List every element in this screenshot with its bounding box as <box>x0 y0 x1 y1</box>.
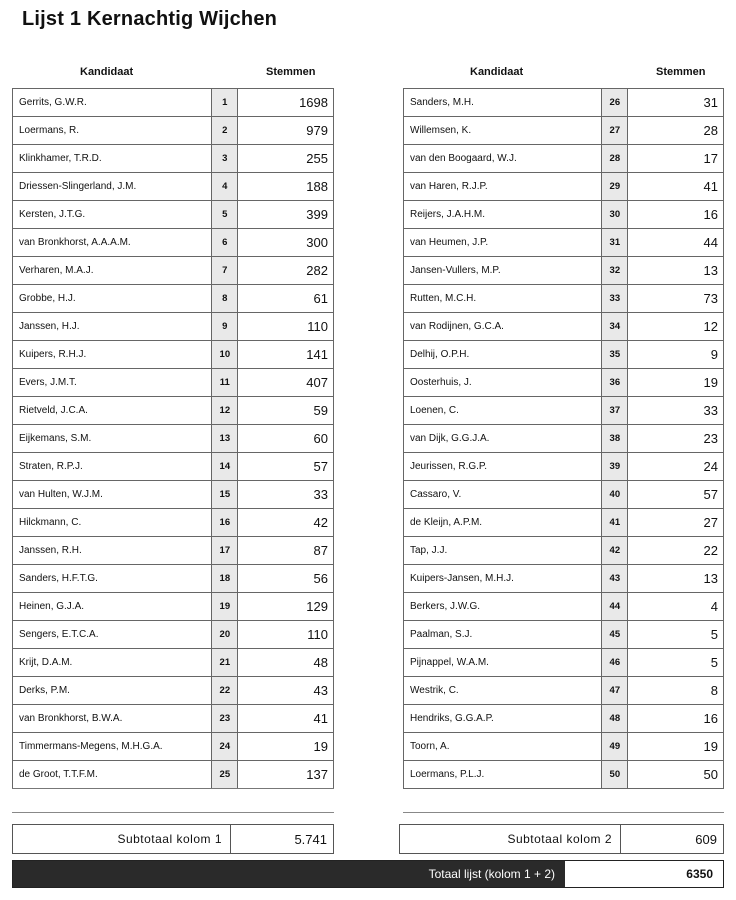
candidate-row <box>13 509 334 537</box>
candidate-row <box>13 369 334 397</box>
candidate-votes: 399 <box>238 201 334 229</box>
candidate-row <box>13 229 334 257</box>
candidate-name: Loermans, P.L.J. <box>404 761 602 789</box>
candidate-votes: 16 <box>628 201 724 229</box>
subtotal-left-value: 5.741 <box>230 825 333 853</box>
divider-left <box>12 812 334 813</box>
candidate-row <box>13 201 334 229</box>
candidate-votes: 255 <box>238 145 334 173</box>
candidate-number: 44 <box>602 593 628 621</box>
candidate-row <box>404 453 724 481</box>
candidate-votes: 41 <box>628 173 724 201</box>
candidate-votes: 13 <box>628 257 724 285</box>
candidate-row <box>404 145 724 173</box>
candidate-row <box>404 173 724 201</box>
candidate-row <box>404 733 724 761</box>
candidate-votes: 13 <box>628 565 724 593</box>
candidate-name: Westrik, C. <box>404 677 602 705</box>
candidate-number: 23 <box>212 705 238 733</box>
candidate-row <box>404 229 724 257</box>
candidate-votes: 59 <box>238 397 334 425</box>
subtotal-left-label: Subtotaal kolom 1 <box>117 832 222 846</box>
candidate-number: 5 <box>212 201 238 229</box>
candidate-votes: 17 <box>628 145 724 173</box>
candidate-row <box>13 705 334 733</box>
candidate-number: 6 <box>212 229 238 257</box>
candidates-table-left <box>12 88 334 789</box>
candidate-name: Rutten, M.C.H. <box>404 285 602 313</box>
candidate-row <box>13 89 334 117</box>
candidate-number: 17 <box>212 537 238 565</box>
candidate-number: 16 <box>212 509 238 537</box>
candidate-name: Verharen, M.A.J. <box>13 257 212 285</box>
candidate-name: Kersten, J.T.G. <box>13 201 212 229</box>
candidate-name: de Groot, T.T.F.M. <box>13 761 212 789</box>
candidate-name: Evers, J.M.T. <box>13 369 212 397</box>
candidate-number: 8 <box>212 285 238 313</box>
candidate-votes: 87 <box>238 537 334 565</box>
candidate-number: 20 <box>212 621 238 649</box>
candidates-table-right <box>403 88 724 789</box>
subtotal-right-value: 609 <box>620 825 723 853</box>
candidate-votes: 57 <box>238 453 334 481</box>
candidate-votes: 61 <box>238 285 334 313</box>
candidate-name: Klinkhamer, T.R.D. <box>13 145 212 173</box>
total-label: Totaal lijst (kolom 1 + 2) <box>13 861 565 887</box>
candidate-name: Timmermans-Megens, M.H.G.A. <box>13 733 212 761</box>
candidate-votes: 129 <box>238 593 334 621</box>
candidate-number: 2 <box>212 117 238 145</box>
candidate-row <box>404 257 724 285</box>
candidate-number: 31 <box>602 229 628 257</box>
candidate-votes: 141 <box>238 341 334 369</box>
candidate-votes: 50 <box>628 761 724 789</box>
candidate-row <box>13 565 334 593</box>
candidate-row <box>13 593 334 621</box>
candidate-name: Berkers, J.W.G. <box>404 593 602 621</box>
candidate-votes: 407 <box>238 369 334 397</box>
candidate-row <box>404 593 724 621</box>
candidate-votes: 43 <box>238 677 334 705</box>
candidate-votes: 110 <box>238 313 334 341</box>
subtotal-left-box <box>12 824 334 854</box>
candidate-number: 14 <box>212 453 238 481</box>
candidate-number: 7 <box>212 257 238 285</box>
candidate-number: 30 <box>602 201 628 229</box>
candidate-votes: 73 <box>628 285 724 313</box>
candidate-row <box>404 201 724 229</box>
candidate-number: 21 <box>212 649 238 677</box>
subtotal-right-box <box>399 824 724 854</box>
candidate-votes: 28 <box>628 117 724 145</box>
candidate-votes: 16 <box>628 705 724 733</box>
candidate-votes: 31 <box>628 89 724 117</box>
candidate-row <box>13 453 334 481</box>
candidate-name: van Hulten, W.J.M. <box>13 481 212 509</box>
candidate-number: 37 <box>602 397 628 425</box>
candidate-row <box>13 537 334 565</box>
candidate-number: 27 <box>602 117 628 145</box>
candidate-votes: 27 <box>628 509 724 537</box>
candidate-number: 48 <box>602 705 628 733</box>
candidate-row <box>404 677 724 705</box>
candidate-name: Loermans, R. <box>13 117 212 145</box>
candidate-votes: 23 <box>628 425 724 453</box>
candidate-row <box>13 425 334 453</box>
candidate-votes: 57 <box>628 481 724 509</box>
page-title: Lijst 1 Kernachtig Wijchen <box>22 8 278 30</box>
candidate-row <box>404 649 724 677</box>
candidate-row <box>404 369 724 397</box>
candidate-number: 42 <box>602 537 628 565</box>
divider-right <box>403 812 724 813</box>
candidate-name: Sanders, H.F.T.G. <box>13 565 212 593</box>
candidate-votes: 4 <box>628 593 724 621</box>
candidate-row <box>404 89 724 117</box>
candidate-number: 36 <box>602 369 628 397</box>
candidate-name: van Heumen, J.P. <box>404 229 602 257</box>
candidate-votes: 22 <box>628 537 724 565</box>
candidate-number: 47 <box>602 677 628 705</box>
candidate-name: de Kleijn, A.P.M. <box>404 509 602 537</box>
total-value: 6350 <box>565 861 723 887</box>
candidate-name: Sengers, E.T.C.A. <box>13 621 212 649</box>
candidate-row <box>404 705 724 733</box>
candidate-row <box>13 341 334 369</box>
candidate-row <box>404 425 724 453</box>
candidate-votes: 110 <box>238 621 334 649</box>
candidate-name: Rietveld, J.C.A. <box>13 397 212 425</box>
candidate-name: Loenen, C. <box>404 397 602 425</box>
candidate-number: 41 <box>602 509 628 537</box>
candidate-number: 49 <box>602 733 628 761</box>
candidate-number: 15 <box>212 481 238 509</box>
candidate-name: Cassaro, V. <box>404 481 602 509</box>
total-bar <box>12 860 724 888</box>
candidate-row <box>13 761 334 789</box>
candidate-votes: 44 <box>628 229 724 257</box>
candidate-number: 35 <box>602 341 628 369</box>
candidate-name: van den Boogaard, W.J. <box>404 145 602 173</box>
candidate-row <box>404 285 724 313</box>
candidate-number: 10 <box>212 341 238 369</box>
candidate-votes: 48 <box>238 649 334 677</box>
candidate-row <box>13 481 334 509</box>
candidate-row <box>404 509 724 537</box>
candidate-name: Grobbe, H.J. <box>13 285 212 313</box>
candidate-number: 22 <box>212 677 238 705</box>
candidate-votes: 33 <box>628 397 724 425</box>
candidate-row <box>13 257 334 285</box>
header-votes-left: Stemmen <box>266 66 316 78</box>
candidate-row <box>404 341 724 369</box>
candidate-row <box>404 761 724 789</box>
candidate-number: 19 <box>212 593 238 621</box>
candidate-name: Toorn, A. <box>404 733 602 761</box>
candidate-number: 43 <box>602 565 628 593</box>
candidate-name: Hendriks, G.G.A.P. <box>404 705 602 733</box>
candidate-name: Kuipers, R.H.J. <box>13 341 212 369</box>
candidate-votes: 9 <box>628 341 724 369</box>
candidate-number: 13 <box>212 425 238 453</box>
candidate-row <box>13 117 334 145</box>
table-bottom-left <box>12 788 334 789</box>
candidate-number: 24 <box>212 733 238 761</box>
candidate-name: Reijers, J.A.H.M. <box>404 201 602 229</box>
candidate-name: Straten, R.P.J. <box>13 453 212 481</box>
candidate-votes: 282 <box>238 257 334 285</box>
candidate-row <box>13 173 334 201</box>
candidate-votes: 41 <box>238 705 334 733</box>
candidate-name: Sanders, M.H. <box>404 89 602 117</box>
candidate-row <box>404 537 724 565</box>
candidate-number: 18 <box>212 565 238 593</box>
candidate-number: 28 <box>602 145 628 173</box>
candidate-name: Janssen, H.J. <box>13 313 212 341</box>
candidate-number: 29 <box>602 173 628 201</box>
candidate-votes: 8 <box>628 677 724 705</box>
candidate-name: Delhij, O.P.H. <box>404 341 602 369</box>
candidate-number: 34 <box>602 313 628 341</box>
candidate-name: Tap, J.J. <box>404 537 602 565</box>
header-candidate-right: Kandidaat <box>470 66 524 78</box>
candidate-number: 11 <box>212 369 238 397</box>
candidate-number: 1 <box>212 89 238 117</box>
candidate-votes: 12 <box>628 313 724 341</box>
candidate-name: van Bronkhorst, B.W.A. <box>13 705 212 733</box>
candidate-number: 25 <box>212 761 238 789</box>
candidate-row <box>13 621 334 649</box>
candidate-votes: 5 <box>628 621 724 649</box>
header-candidate-left: Kandidaat <box>80 66 134 78</box>
candidate-name: Hilckmann, C. <box>13 509 212 537</box>
candidate-votes: 5 <box>628 649 724 677</box>
candidate-votes: 33 <box>238 481 334 509</box>
candidate-name: Derks, P.M. <box>13 677 212 705</box>
candidate-votes: 300 <box>238 229 334 257</box>
candidate-name: van Dijk, G.G.J.A. <box>404 425 602 453</box>
candidate-number: 33 <box>602 285 628 313</box>
candidate-number: 38 <box>602 425 628 453</box>
candidate-number: 40 <box>602 481 628 509</box>
candidate-row <box>404 621 724 649</box>
candidate-votes: 56 <box>238 565 334 593</box>
candidate-row <box>13 285 334 313</box>
candidate-number: 32 <box>602 257 628 285</box>
candidate-row <box>13 313 334 341</box>
candidate-number: 26 <box>602 89 628 117</box>
candidate-row <box>404 481 724 509</box>
candidate-number: 12 <box>212 397 238 425</box>
candidate-name: Driessen-Slingerland, J.M. <box>13 173 212 201</box>
candidate-name: Heinen, G.J.A. <box>13 593 212 621</box>
candidate-number: 50 <box>602 761 628 789</box>
candidate-name: Pijnappel, W.A.M. <box>404 649 602 677</box>
candidate-name: Kuipers-Jansen, M.H.J. <box>404 565 602 593</box>
candidate-votes: 19 <box>238 733 334 761</box>
candidate-name: Gerrits, G.W.R. <box>13 89 212 117</box>
candidate-votes: 19 <box>628 733 724 761</box>
candidate-number: 4 <box>212 173 238 201</box>
candidate-votes: 19 <box>628 369 724 397</box>
candidate-name: Oosterhuis, J. <box>404 369 602 397</box>
candidate-votes: 1698 <box>238 89 334 117</box>
candidate-name: Paalman, S.J. <box>404 621 602 649</box>
candidate-votes: 42 <box>238 509 334 537</box>
candidate-number: 39 <box>602 453 628 481</box>
candidate-name: van Rodijnen, G.C.A. <box>404 313 602 341</box>
candidate-votes: 60 <box>238 425 334 453</box>
candidate-row <box>13 649 334 677</box>
candidate-row <box>404 565 724 593</box>
candidate-name: Krijt, D.A.M. <box>13 649 212 677</box>
candidate-number: 9 <box>212 313 238 341</box>
subtotal-right-label: Subtotaal kolom 2 <box>507 832 612 846</box>
candidate-votes: 24 <box>628 453 724 481</box>
candidate-name: Janssen, R.H. <box>13 537 212 565</box>
candidate-name: van Bronkhorst, A.A.A.M. <box>13 229 212 257</box>
candidate-name: Eijkemans, S.M. <box>13 425 212 453</box>
candidate-row <box>404 313 724 341</box>
candidate-row <box>404 117 724 145</box>
candidate-number: 46 <box>602 649 628 677</box>
candidate-row <box>13 145 334 173</box>
candidate-votes: 188 <box>238 173 334 201</box>
candidate-row <box>13 733 334 761</box>
candidate-name: Willemsen, K. <box>404 117 602 145</box>
candidate-name: Jansen-Vullers, M.P. <box>404 257 602 285</box>
candidate-name: van Haren, R.J.P. <box>404 173 602 201</box>
candidate-number: 45 <box>602 621 628 649</box>
candidate-row <box>13 677 334 705</box>
candidate-votes: 137 <box>238 761 334 789</box>
candidate-row <box>404 397 724 425</box>
candidate-row <box>13 397 334 425</box>
candidate-votes: 979 <box>238 117 334 145</box>
candidate-number: 3 <box>212 145 238 173</box>
header-votes-right: Stemmen <box>656 66 706 78</box>
candidate-name: Jeurissen, R.G.P. <box>404 453 602 481</box>
